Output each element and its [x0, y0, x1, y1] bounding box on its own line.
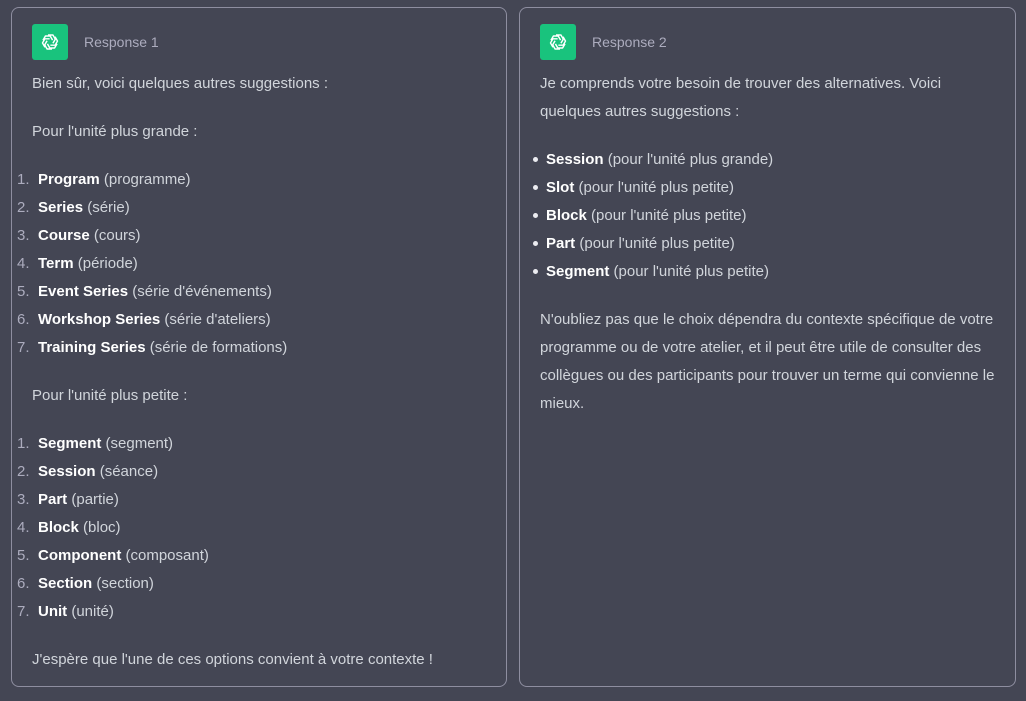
smaller-unit-list [12, 430, 506, 626]
term: Training Series [38, 339, 146, 356]
list-number: 7. [17, 339, 30, 356]
intro-text: Je comprends votre besoin de trouver des alternatives. Voici quelques autres suggestions : [540, 75, 942, 120]
list-number: 5. [17, 283, 30, 300]
term: Series [38, 199, 84, 216]
response-label: Response 2 [592, 34, 667, 50]
term: Session [546, 151, 604, 168]
term: Block [38, 519, 79, 536]
term-translation: (partie) [67, 491, 119, 508]
term-translation: (section) [92, 575, 154, 592]
list-item [520, 174, 1015, 202]
closing-text: J'espère que l'une de ces options convient à votre contexte ! [32, 651, 433, 668]
response-label: Response 1 [84, 34, 159, 50]
bullet-icon [533, 157, 538, 162]
list-item [12, 334, 506, 362]
list-number: 2. [17, 199, 30, 216]
list-item [12, 250, 506, 278]
term: Component [38, 547, 122, 564]
list-item [12, 430, 506, 458]
term: Section [38, 575, 93, 592]
list-item [12, 306, 506, 334]
term: Workshop Series [38, 311, 161, 328]
bullet-icon [533, 241, 538, 246]
term: Event Series [38, 283, 129, 300]
term-translation: (unité) [67, 603, 114, 620]
list-item [12, 166, 506, 194]
term-translation: (programme) [99, 171, 191, 188]
list-number: 1. [17, 171, 30, 188]
response-panel-2[interactable] [519, 7, 1016, 687]
term-translation: (série de formations) [145, 339, 288, 356]
bullet-icon [533, 185, 538, 190]
term: Course [38, 227, 90, 244]
list-number: 4. [17, 519, 30, 536]
openai-logo-icon [540, 24, 576, 60]
term: Program [38, 171, 100, 188]
term: Segment [38, 435, 102, 452]
term: Session [38, 463, 96, 480]
term-translation: (cours) [89, 227, 141, 244]
response-panel-1[interactable] [11, 7, 507, 687]
list-item [12, 598, 506, 626]
term: Unit [38, 603, 68, 620]
list-number: 5. [17, 547, 30, 564]
term-note: (pour l'unité plus petite) [574, 179, 734, 196]
list-number: 1. [17, 435, 30, 452]
term: Segment [546, 263, 610, 280]
term-note: (pour l'unité plus petite) [609, 263, 769, 280]
list-item [12, 222, 506, 250]
bullet-icon [533, 269, 538, 274]
term-note: (pour l'unité plus petite) [575, 235, 735, 252]
list-number: 4. [17, 255, 30, 272]
response-content [12, 70, 506, 687]
openai-logo-icon [32, 24, 68, 60]
list-number: 2. [17, 463, 30, 480]
response-content [520, 70, 1015, 438]
term-translation: (segment) [101, 435, 174, 452]
list-item [12, 278, 506, 306]
term-note: (pour l'unité plus grande) [603, 151, 774, 168]
term: Term [38, 255, 74, 272]
term: Slot [546, 179, 575, 196]
list-item [520, 202, 1015, 230]
term-translation: (série) [83, 199, 130, 216]
list-number: 3. [17, 491, 30, 508]
list-item [520, 258, 1015, 286]
heading-smaller-unit: Pour l'unité plus petite : [32, 387, 188, 404]
suggestion-list [520, 146, 1015, 286]
term-translation: (série d'ateliers) [160, 311, 271, 328]
term: Block [546, 207, 587, 224]
term-note: (pour l'unité plus petite) [586, 207, 747, 224]
list-number: 3. [17, 227, 30, 244]
list-item [12, 458, 506, 486]
bullet-icon [533, 213, 538, 218]
term: Part [546, 235, 576, 252]
term-translation: (séance) [95, 463, 159, 480]
list-number: 6. [17, 575, 30, 592]
term-translation: (série d'événements) [128, 283, 272, 300]
term-translation: (composant) [121, 547, 209, 564]
response-header [32, 24, 159, 60]
intro-text: Bien sûr, voici quelques autres suggestions : [32, 75, 329, 92]
list-item [12, 570, 506, 598]
list-item [12, 542, 506, 570]
list-item [12, 514, 506, 542]
term-translation: (bloc) [78, 519, 121, 536]
list-number: 6. [17, 311, 30, 328]
closing-text: N'oubliez pas que le choix dépendra du contexte spécifique de votre programme ou de votre atelier, et il peut être utile de consulter des collègues ou des participants pour trouver un terme qui convienne le mieux. [540, 311, 995, 412]
list-item [520, 146, 1015, 174]
term: Part [38, 491, 68, 508]
list-item [12, 486, 506, 514]
list-number: 7. [17, 603, 30, 620]
term-translation: (période) [73, 255, 138, 272]
heading-larger-unit: Pour l'unité plus grande : [32, 123, 198, 140]
larger-unit-list [12, 166, 506, 362]
list-item [12, 194, 506, 222]
response-header [540, 24, 667, 60]
list-item [520, 230, 1015, 258]
